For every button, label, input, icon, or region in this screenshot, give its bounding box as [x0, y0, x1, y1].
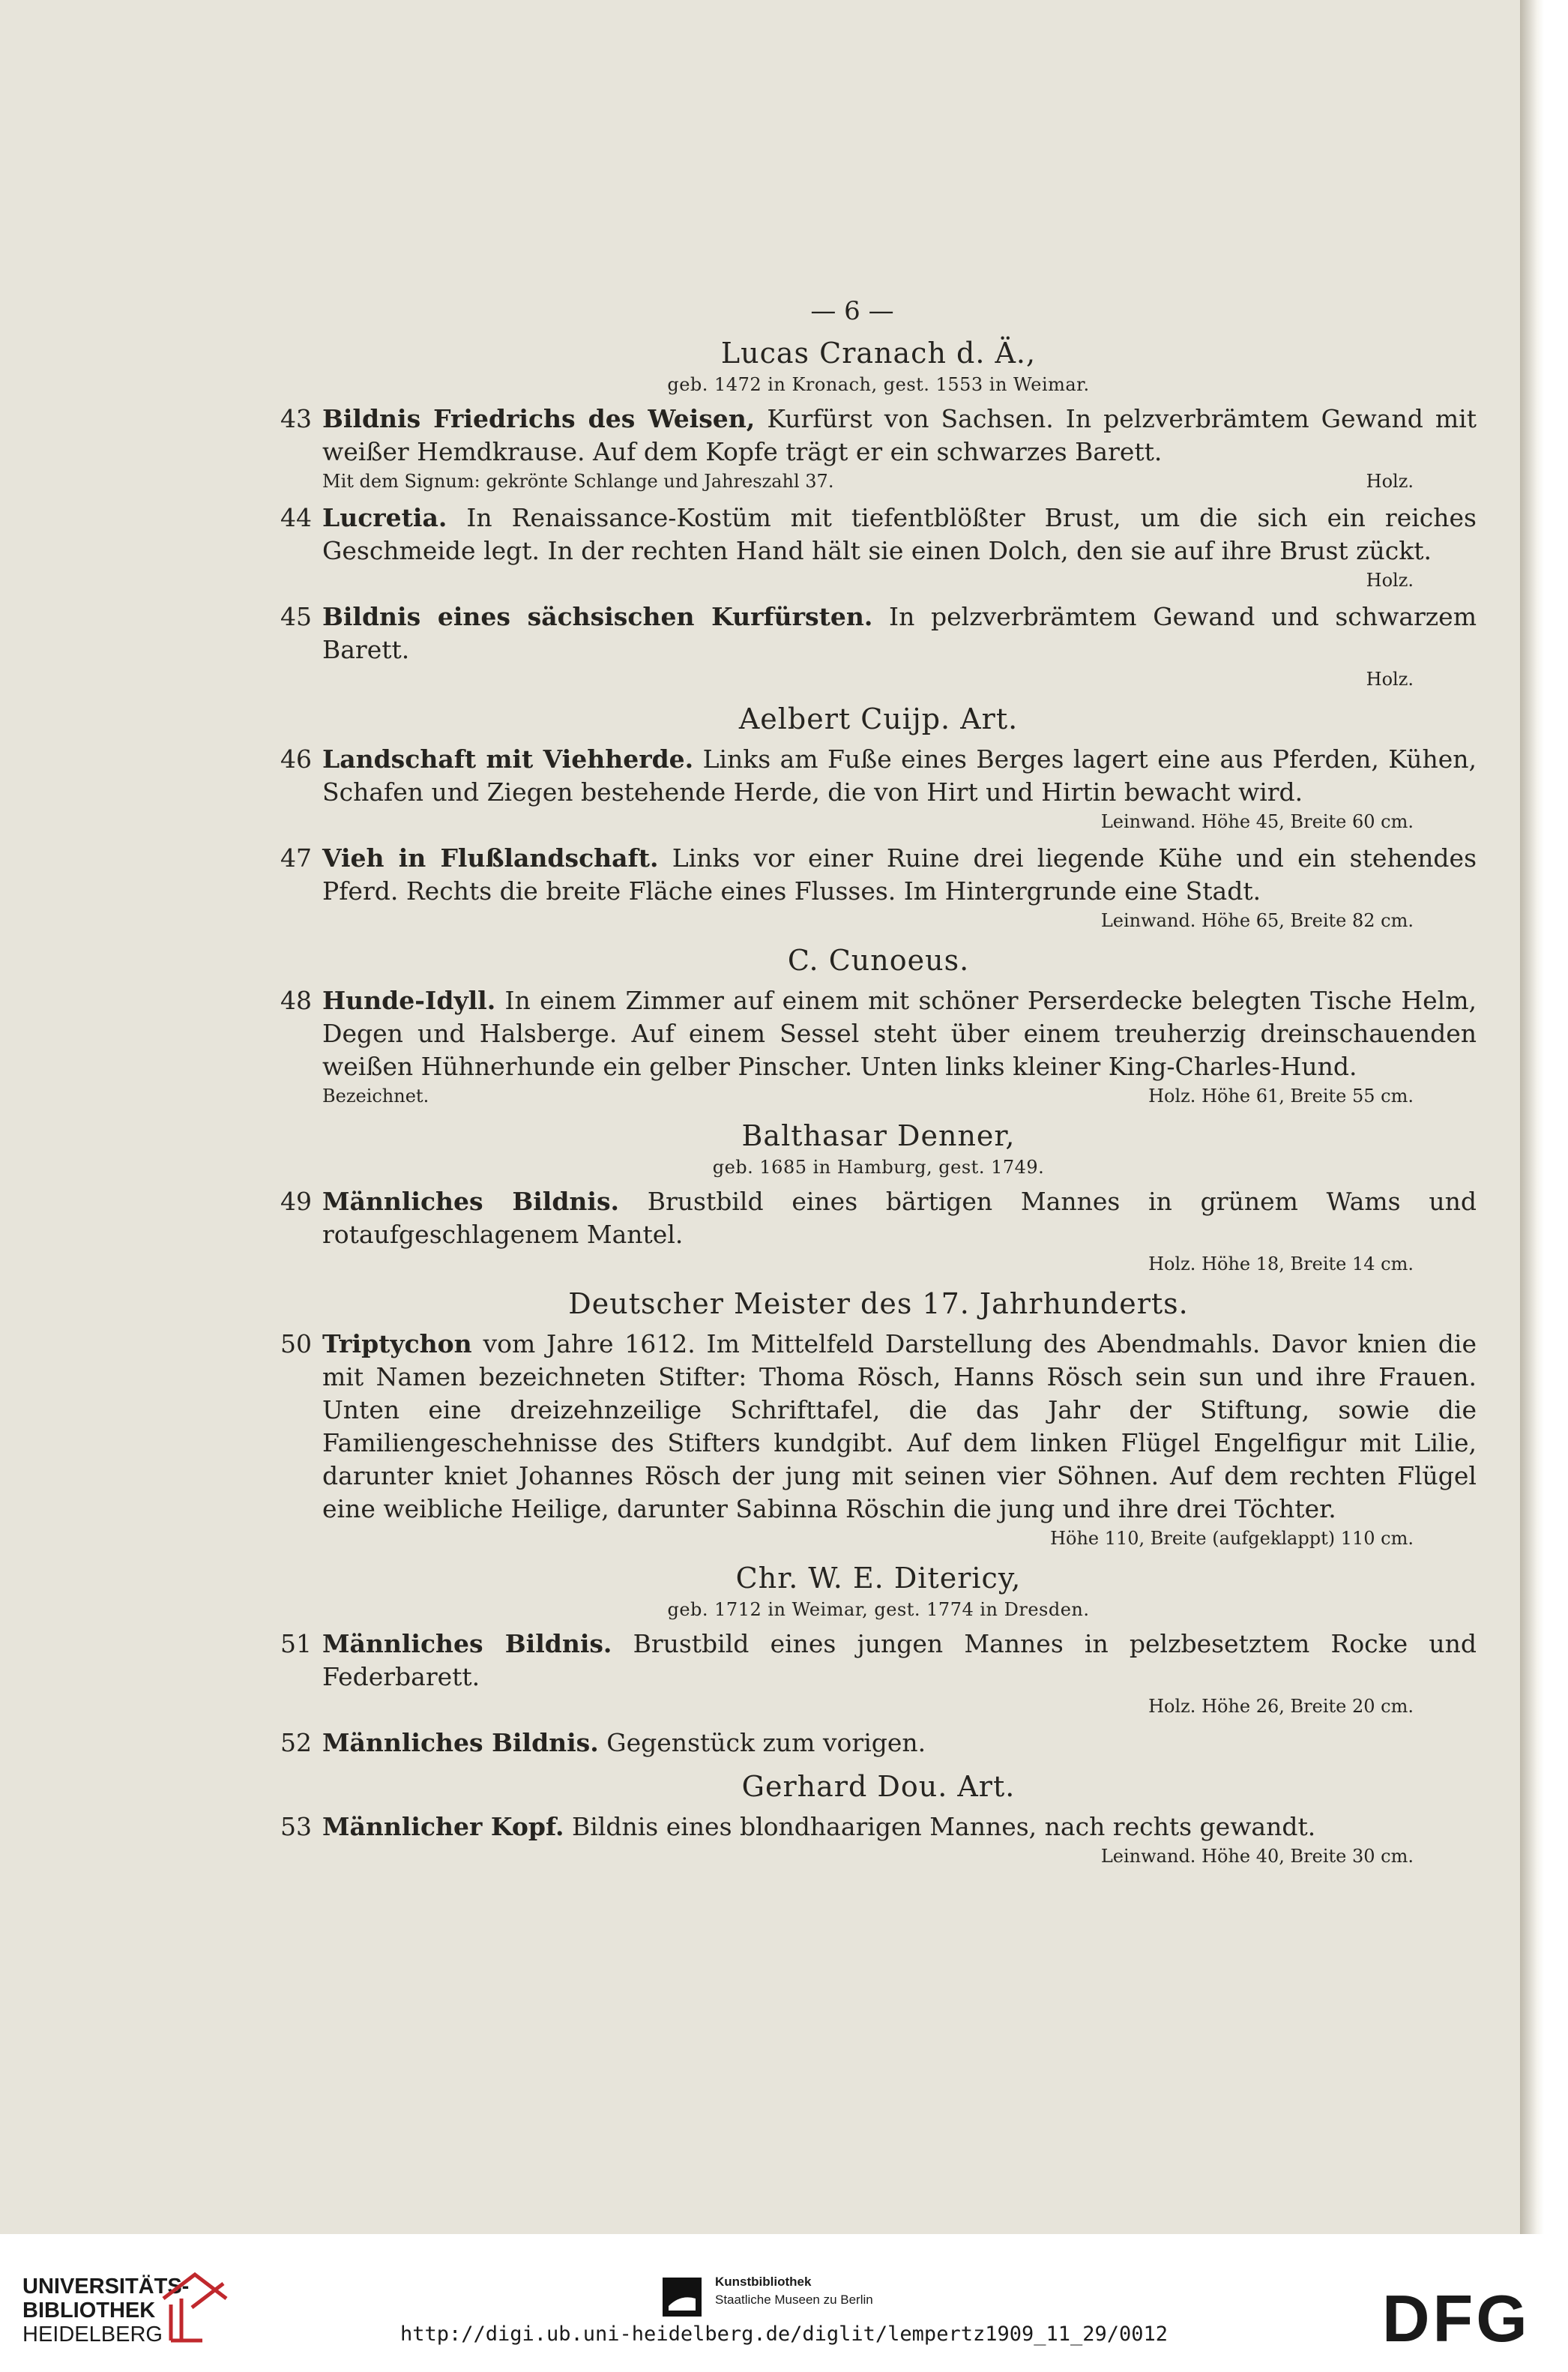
entry-medium-dimensions: Höhe 110, Breite (aufgeklappt) 110 cm. — [1050, 1528, 1414, 1549]
artist-heading: Deutscher Meister des 17. Jahrhunderts. — [568, 1287, 1189, 1320]
kunstbibliothek-mark-icon — [661, 2276, 703, 2318]
artist-heading: Aelbert Cuijp. Art. — [738, 702, 1019, 735]
entry-medium-dimensions: Leinwand. Höhe 65, Breite 82 cm. — [1100, 910, 1414, 931]
entry-description: Bildnis eines blondhaarigen Mannes, nach rechts gewandt. — [571, 1812, 1316, 1841]
page-content — [280, 296, 1477, 1869]
entry-description: Gegenstück zum vorigen. — [606, 1728, 926, 1757]
footer-bar — [0, 2234, 1568, 2372]
entry-medium-dimensions: Holz. — [1366, 471, 1414, 492]
entry-medium-dimensions: Holz. Höhe 18, Breite 14 cm. — [1148, 1253, 1414, 1274]
entry-title: Bildnis eines sächsischen Kurfürsten. — [322, 602, 873, 631]
dfg-logo[interactable]: DFG — [1382, 2281, 1531, 2356]
catalog-entry — [280, 1810, 1477, 1869]
artist-heading: Balthasar Denner, — [741, 1119, 1016, 1152]
entry-number: 49 — [280, 1187, 312, 1216]
catalog-entry — [280, 1185, 1477, 1277]
entry-number: 53 — [280, 1812, 312, 1841]
entry-title: Männliches Bildnis. — [322, 1728, 599, 1757]
entry-number: 44 — [280, 503, 312, 532]
entry-description: In Renaissance-Kostüm mit tiefentblößter Brust, um die sich ein reiches Geschmeide legt. In der rechten Hand hält sie einen Dolch, den sie auf ihre Brust zückt. — [322, 503, 1477, 565]
ub-logo-line2: BIBLIOTHEK — [22, 2299, 156, 2323]
page-number: — 6 — — [810, 296, 894, 326]
page-url[interactable]: http://digi.ub.uni-heidelberg.de/diglit/lempertz1909_11_29/0012 — [399, 2323, 1169, 2346]
entry-medium-dimensions: Holz. — [1366, 570, 1414, 591]
entry-medium-dimensions: Holz. Höhe 61, Breite 55 cm. — [1148, 1086, 1414, 1107]
artist-heading: C. Cunoeus. — [787, 944, 970, 977]
entry-number: 52 — [280, 1728, 312, 1757]
entry-title: Hunde-Idyll. — [322, 986, 496, 1015]
entry-title: Vieh in Flußlandschaft. — [322, 843, 659, 873]
entry-description: Links vor einer Ruine drei liegende Kühe und ein stehendes Pferd. Rechts die breite Fläche eines Flusses. Im Hintergrunde eine Stadt. — [322, 843, 1477, 906]
entry-medium-dimensions: Holz. — [1366, 669, 1414, 690]
entry-medium-dimensions: Holz. Höhe 26, Breite 20 cm. — [1148, 1696, 1414, 1717]
entry-number: 47 — [280, 843, 312, 873]
entry-meta — [322, 1843, 1477, 1869]
artist-bio: geb. 1712 in Weimar, gest. 1774 in Dresden. — [667, 1599, 1090, 1620]
entry-meta — [322, 666, 1477, 692]
entry-text — [322, 842, 1477, 908]
catalog-sections — [280, 337, 1477, 1869]
entry-title: Männlicher Kopf. — [322, 1812, 564, 1841]
entry-description: In einem Zimmer auf einem mit schöner Perserdecke belegten Tische Helm, Degen und Halsberge. Auf einem Sessel steht über einem treuherzig dreinschauenden weißen Hühnerhunde ein gelber Pinscher. Unten links kleiner King-Charles-Hund. — [322, 986, 1477, 1081]
entry-text — [322, 1810, 1477, 1843]
catalog-entry — [280, 984, 1477, 1109]
entry-text — [322, 743, 1477, 809]
artist-heading: Chr. W. E. Ditericy, — [735, 1562, 1022, 1595]
catalog-entry — [280, 1628, 1477, 1719]
ub-logo-line1: UNIVERSITÄTS- — [22, 2275, 190, 2299]
entry-title: Männliches Bildnis. — [322, 1629, 612, 1658]
entry-text — [322, 1628, 1477, 1694]
entry-number: 43 — [280, 404, 312, 433]
artist-bio: geb. 1472 in Kronach, gest. 1553 in Weimar. — [667, 374, 1090, 395]
ub-logo-line3: HEIDELBERG — [22, 2323, 163, 2347]
catalog-entry — [280, 502, 1477, 593]
entry-description: Kurfürst von Sachsen. In pelzverbrämtem Gewand mit weißer Hemdkrause. Auf dem Kopfe trägt er ein schwarzes Barett. — [322, 404, 1477, 466]
entry-meta — [322, 1526, 1477, 1551]
entry-meta — [322, 809, 1477, 834]
artist-bio: geb. 1685 in Hamburg, gest. 1749. — [712, 1157, 1045, 1178]
entry-text — [322, 1727, 1477, 1760]
kb-title: Kunstbibliothek — [715, 2275, 812, 2289]
entry-text — [322, 984, 1477, 1083]
entry-number: 45 — [280, 602, 312, 631]
entry-medium-dimensions: Leinwand. Höhe 40, Breite 30 cm. — [1100, 1846, 1414, 1867]
entry-meta — [322, 568, 1477, 593]
catalog-entry — [280, 1328, 1477, 1551]
entry-number: 51 — [280, 1629, 312, 1658]
entry-meta — [322, 1694, 1477, 1719]
entry-meta — [322, 1083, 1477, 1109]
entry-description: vom Jahre 1612. Im Mittelfeld Darstellung des Abendmahls. Davor knien die mit Namen bezeichneten Stifter: Thoma Rösch, Hanns Rösch sein sun und ihre Frauen. Unten eine dreizehnzeilige Schrifttafel, die das Jahr der Stiftung, sowie die Familiengeschehnisse des Stifters kundgibt. Auf dem linken Flügel Engelfigur mit Lilie, darunter kniet Johannes Rösch der jung mit seinen vier Söhnen. Auf dem rechten Flügel eine weibliche Heilige, darunter Sabinna Röschin die jung und ihre drei Töchter. — [322, 1329, 1477, 1523]
entry-title: Männliches Bildnis. — [322, 1187, 620, 1216]
entry-title: Bildnis Friedrichs des Weisen, — [322, 404, 756, 433]
entry-meta-note: Mit dem Signum: gekrönte Schlange und Jahreszahl 37. — [322, 471, 834, 492]
catalog-entry — [280, 403, 1477, 494]
catalog-entry — [280, 600, 1477, 692]
entry-medium-dimensions: Leinwand. Höhe 45, Breite 60 cm. — [1100, 811, 1414, 832]
entry-text — [322, 1185, 1477, 1251]
entry-title: Triptychon — [322, 1329, 472, 1358]
catalog-entry — [280, 743, 1477, 834]
catalog-entry — [280, 842, 1477, 933]
entry-title: Landschaft mit Viehherde. — [322, 744, 694, 774]
entry-text — [322, 1328, 1477, 1526]
entry-meta — [322, 469, 1477, 494]
entry-text — [322, 600, 1477, 666]
entry-number: 48 — [280, 986, 312, 1015]
entry-description: In pelzverbrämtem Gewand und schwarzem Barett. — [322, 602, 1477, 664]
artist-heading: Gerhard Dou. Art. — [741, 1770, 1016, 1803]
catalog-entry — [280, 1727, 1477, 1760]
entry-text — [322, 403, 1477, 469]
entry-meta — [322, 1251, 1477, 1277]
entry-text — [322, 502, 1477, 568]
entry-description: Brustbild eines bärtigen Mannes in grünem Wams und rotaufgeschlagenem Mantel. — [322, 1187, 1477, 1249]
page-edge — [1520, 0, 1544, 2234]
entry-description: Links am Fuße eines Berges lagert eine aus Pferden, Kühen, Schafen und Ziegen bestehende Herde, die von Hirt und Hirtin bewacht wird. — [322, 744, 1477, 807]
kb-subtitle: Staatliche Museen zu Berlin — [715, 2293, 873, 2307]
entry-meta — [322, 908, 1477, 933]
entry-description: Brustbild eines jungen Mannes in pelzbesetztem Rocke und Federbarett. — [322, 1629, 1477, 1691]
entry-meta-note: Bezeichnet. — [322, 1086, 429, 1107]
artist-heading: Lucas Cranach d. Ä., — [720, 337, 1037, 370]
entry-number: 46 — [280, 744, 312, 774]
entry-number: 50 — [280, 1329, 312, 1358]
entry-title: Lucretia. — [322, 503, 447, 532]
